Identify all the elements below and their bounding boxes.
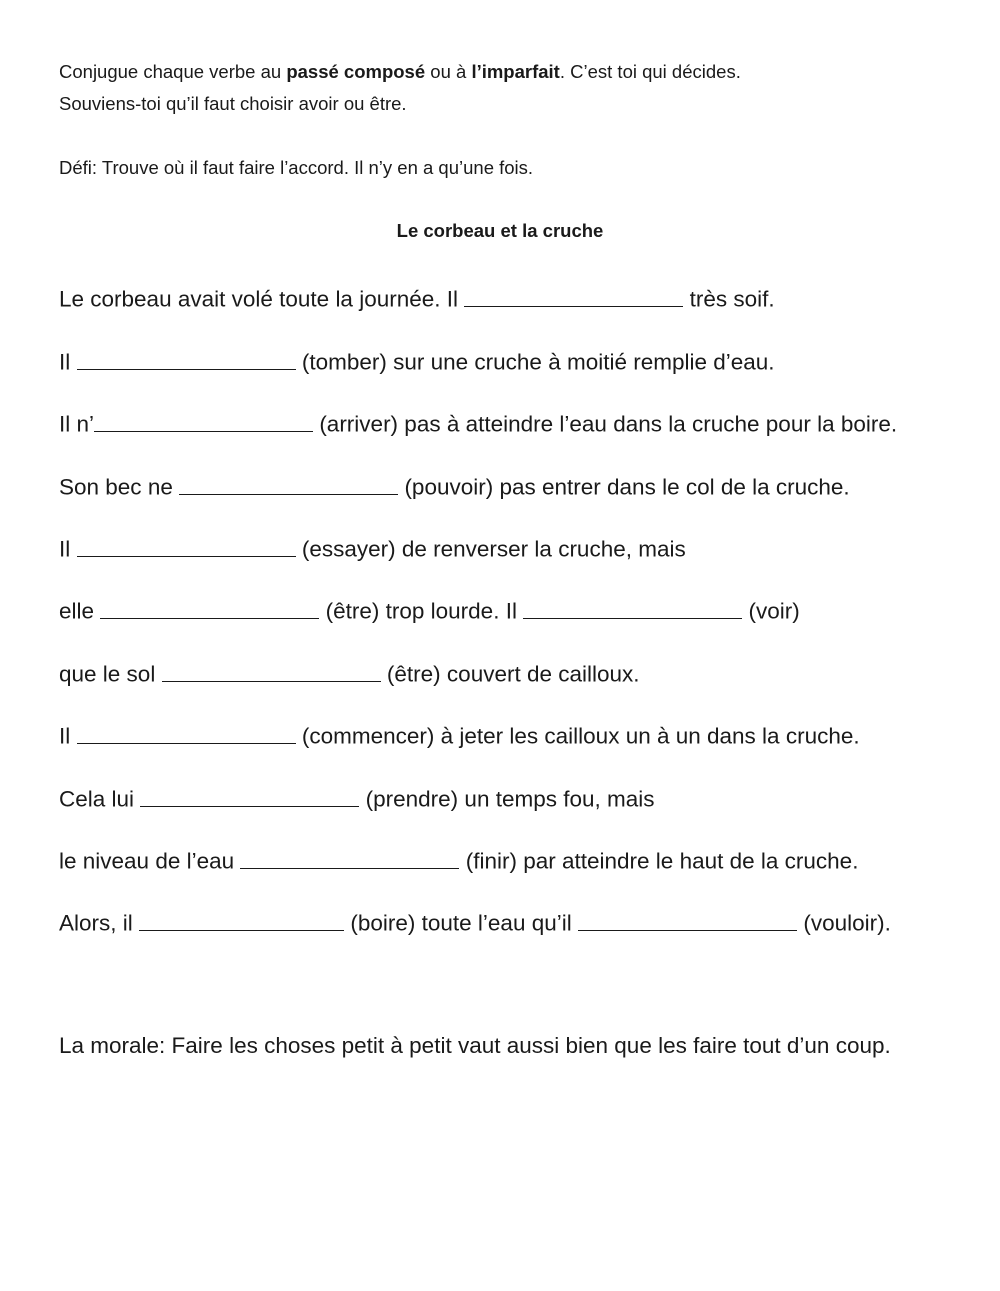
answer-blank[interactable] xyxy=(77,720,296,744)
line-text-before: que le sol xyxy=(59,661,156,687)
line-text-before: Il xyxy=(59,349,71,375)
answer-blank[interactable] xyxy=(578,907,797,931)
line-text-after: (être) couvert de cailloux. xyxy=(386,661,640,687)
line-text-middle: (être) trop lourde. Il xyxy=(325,598,517,624)
line-text-after: (essayer) de renverser la cruche, mais xyxy=(301,536,686,562)
line-text-before: Cela lui xyxy=(59,786,135,812)
answer-blank[interactable] xyxy=(523,595,742,619)
line-text-before: Il n’ xyxy=(59,411,95,437)
line-text-after: (voir) xyxy=(748,598,800,624)
answer-blank[interactable] xyxy=(179,471,398,495)
answer-blank[interactable] xyxy=(240,845,459,869)
exercise-line-9 xyxy=(59,783,655,813)
exercise-line-2 xyxy=(59,346,775,376)
story-title: Le corbeau et la cruche xyxy=(396,220,604,241)
answer-blank[interactable] xyxy=(139,907,344,931)
exercise-line-4 xyxy=(59,471,850,501)
moral-line: La morale: Faire les choses petit à petit vaut aussi bien que les faire tout d’un coup. xyxy=(59,1033,891,1058)
line-text-before: elle xyxy=(59,598,95,624)
instruction-line-2: Souviens-toi qu’il faut choisir avoir ou être. xyxy=(59,93,407,114)
exercise-line-1 xyxy=(59,283,775,313)
answer-blank[interactable] xyxy=(77,346,296,370)
line-text-before: Le corbeau avait volé toute la journée. Il xyxy=(59,286,459,312)
answer-blank[interactable] xyxy=(94,408,313,432)
line-text-after: (tomber) sur une cruche à moitié remplie d’eau. xyxy=(301,349,775,375)
instruction-text: . C’est toi qui décides. xyxy=(559,61,741,82)
imparfait-emphasis: l’imparfait xyxy=(471,61,560,82)
exercise-line-3 xyxy=(59,408,897,438)
exercise-line-11 xyxy=(59,907,891,937)
answer-blank[interactable] xyxy=(464,283,683,307)
line-text-after: (vouloir). xyxy=(803,910,891,936)
passe-compose-emphasis: passé composé xyxy=(286,61,426,82)
line-text-after: (commencer) à jeter les cailloux un à un dans la cruche. xyxy=(301,723,860,749)
line-text-after: (finir) par atteindre le haut de la cruche. xyxy=(465,848,859,874)
answer-blank[interactable] xyxy=(162,658,381,682)
line-text-after: très soif. xyxy=(689,286,775,312)
exercise-line-8 xyxy=(59,720,860,750)
exercise-line-6 xyxy=(59,595,800,625)
answer-blank[interactable] xyxy=(77,533,296,557)
exercise-line-7 xyxy=(59,658,640,688)
answer-blank[interactable] xyxy=(100,595,319,619)
exercise-line-10 xyxy=(59,845,858,875)
line-text-after: (arriver) pas à atteindre l’eau dans la cruche pour la boire. xyxy=(319,411,898,437)
line-text-after: (pouvoir) pas entrer dans le col de la cruche. xyxy=(404,474,850,500)
instruction-line-1 xyxy=(59,61,741,83)
instruction-text: Conjugue chaque verbe au xyxy=(59,61,287,82)
line-text-before: Son bec ne xyxy=(59,474,173,500)
line-text-after: (prendre) un temps fou, mais xyxy=(365,786,655,812)
exercise-line-5 xyxy=(59,533,686,563)
line-text-middle: (boire) toute l’eau qu’il xyxy=(350,910,572,936)
line-text-before: Alors, il xyxy=(59,910,133,936)
line-text-before: le niveau de l’eau xyxy=(59,848,235,874)
line-text-before: Il xyxy=(59,723,71,749)
challenge-line: Défi: Trouve où il faut faire l’accord. Il n’y en a qu’une fois. xyxy=(59,157,534,178)
line-text-before: Il xyxy=(59,536,71,562)
answer-blank[interactable] xyxy=(140,783,359,807)
instruction-text: ou à xyxy=(425,61,472,82)
